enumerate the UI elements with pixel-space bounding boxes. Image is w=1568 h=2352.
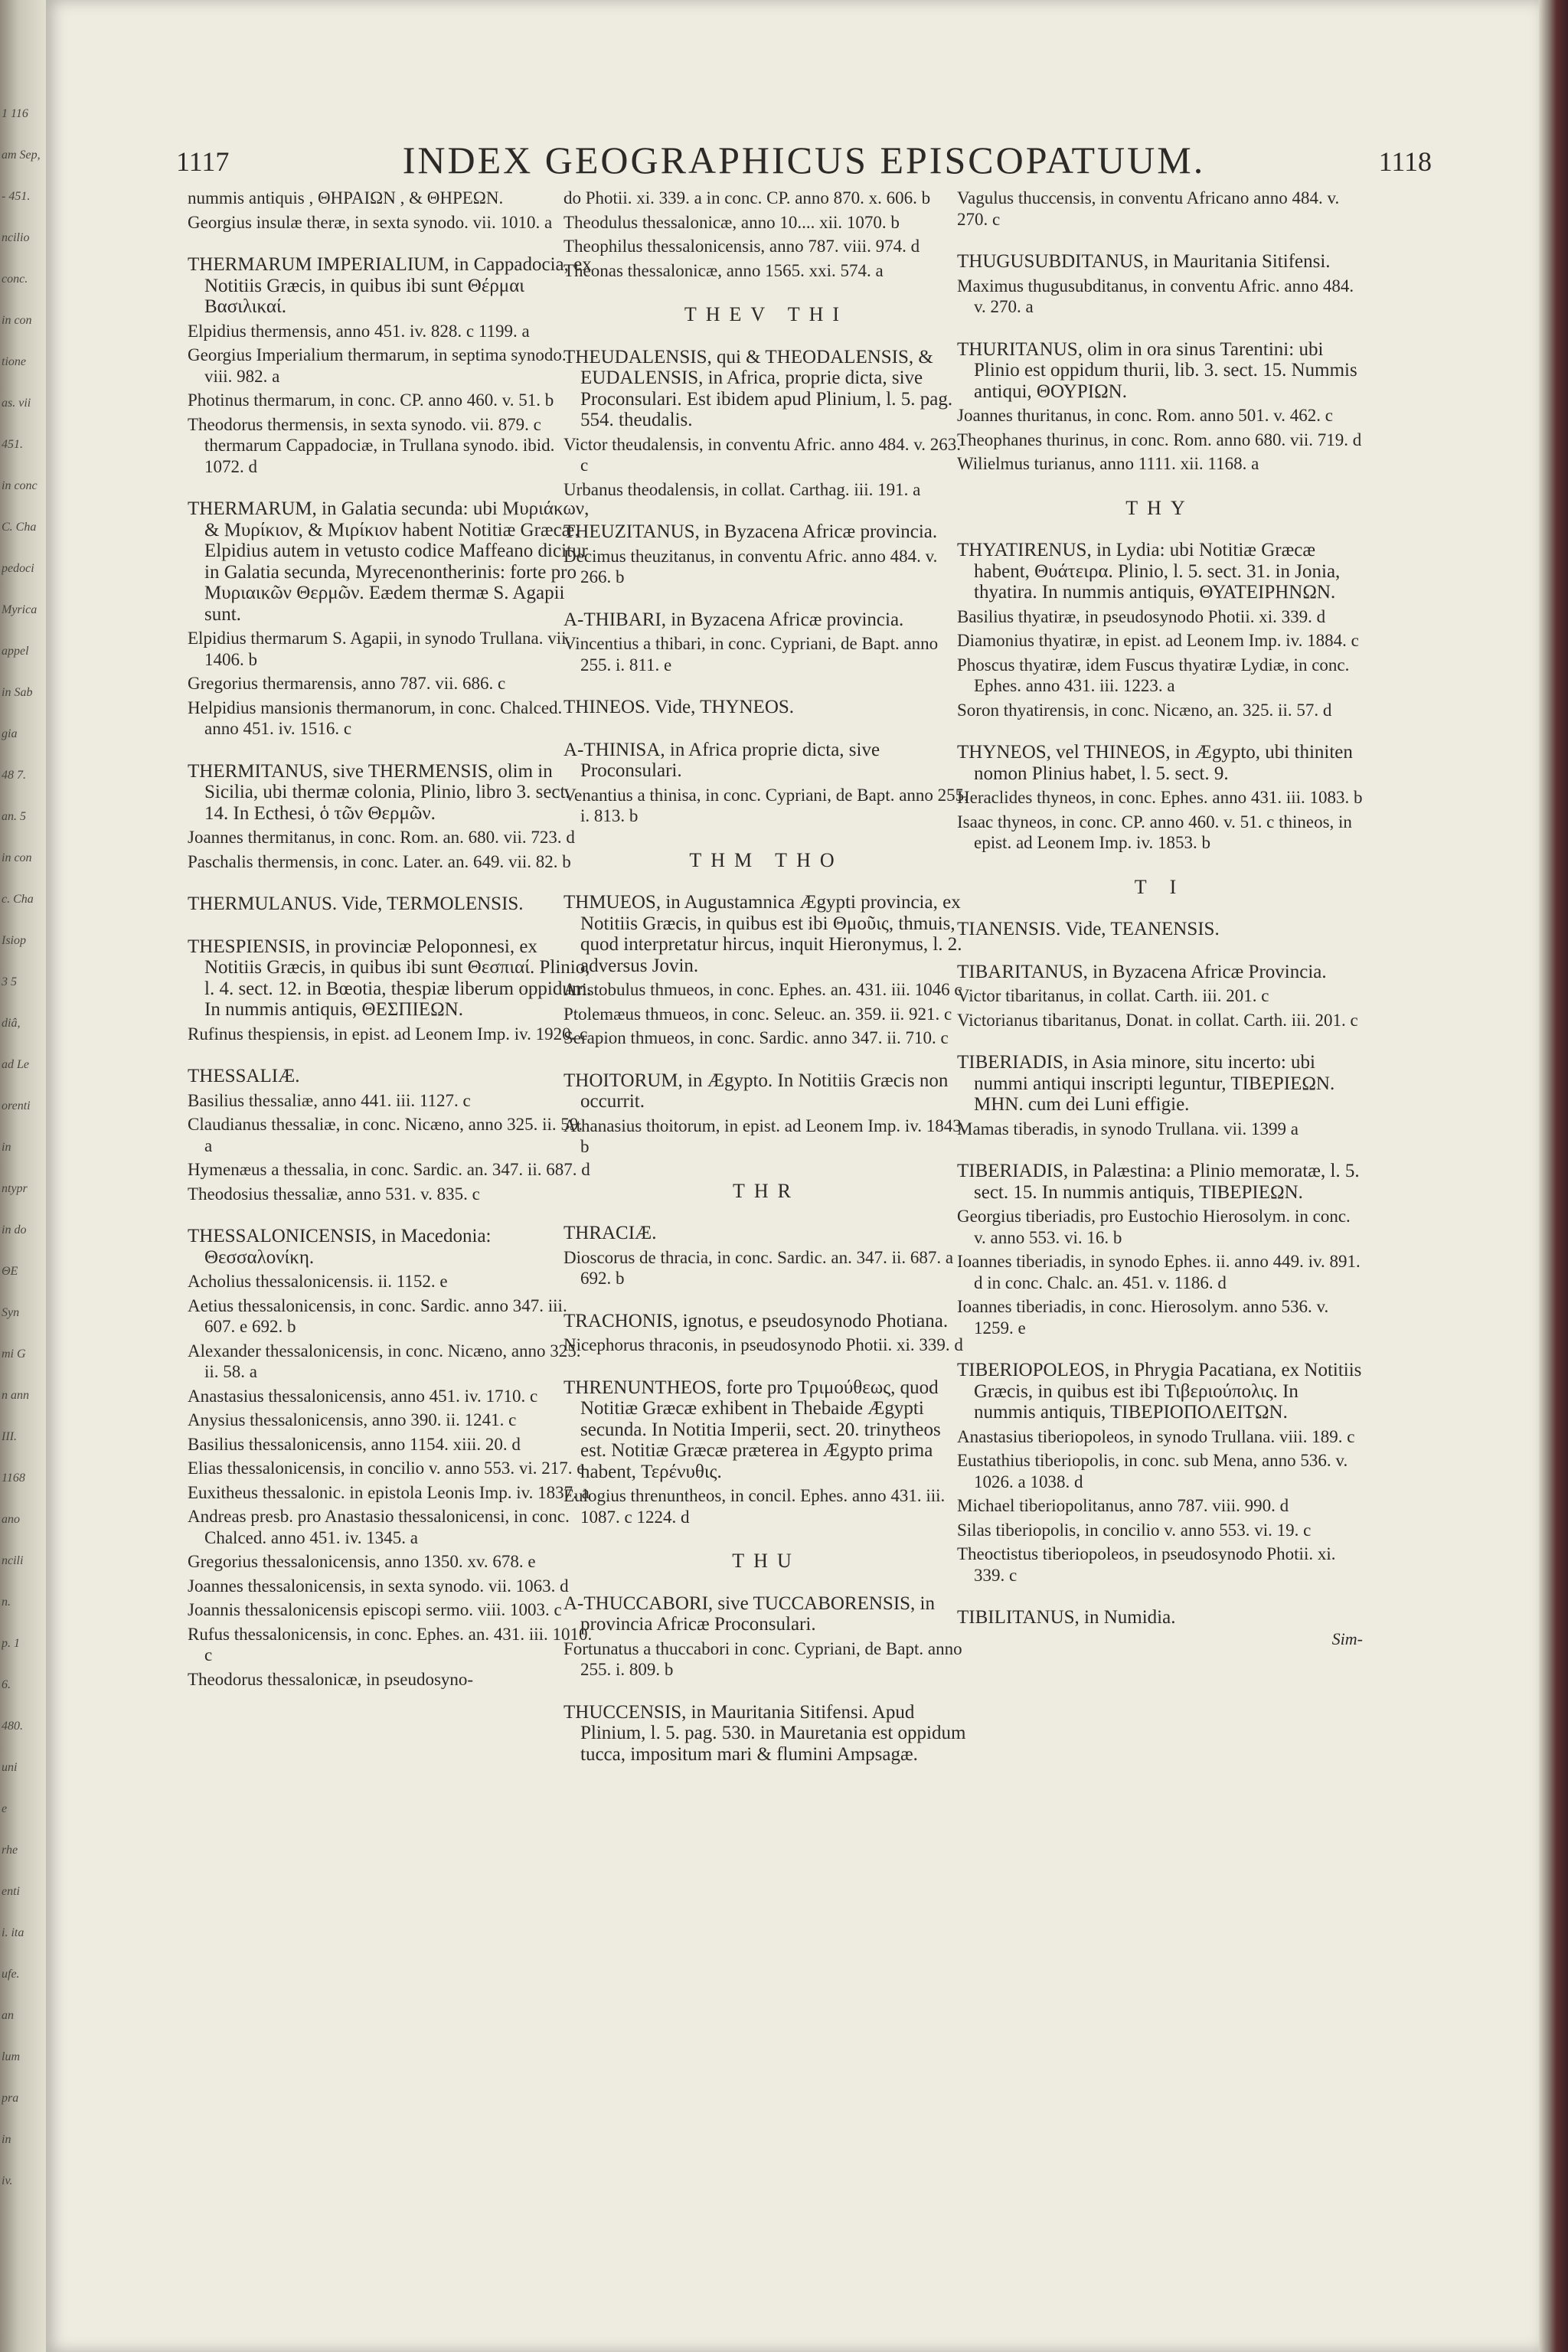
adjacent-page-fragment: pedoci <box>2 562 34 575</box>
index-entry: Georgius tiberiadis, pro Eustochio Hierosolym. in conc. v. anno 553. vi. 16. b <box>957 1207 1351 1247</box>
index-entry: Theodosius thessaliæ, anno 531. v. 835. c <box>188 1184 480 1204</box>
headword-entry: THRACIÆ. <box>564 1223 657 1243</box>
index-entry: Rufus thessalonicensis, in conc. Ephes. an. 431. iii. 1010. c <box>188 1624 593 1664</box>
adjacent-page-fragment: C. Cha <box>2 521 37 534</box>
headword-entry: TRACHONIS, ignotus, e pseudosynodo Photiana. <box>564 1310 949 1331</box>
index-entry: Joannes thuritanus, in conc. Rom. anno 501. v. 462. c <box>957 406 1334 425</box>
index-entry: Victorianus tibaritanus, Donat. in collat. Carth. iii. 201. c <box>957 1010 1358 1030</box>
index-entry: Helpidius mansionis thermanorum, in conc. Chalced. anno 451. iv. 1516. c <box>188 697 563 738</box>
headword-entry: THEUDALENSIS, qui & THEODALENSIS, & EUDALENSIS, in Africa, proprie dicta, sive Proconsulari. Est ibidem apud Plinium, l. 5. pag. 554. theudalis. <box>564 346 953 430</box>
headword-entry: THERMITANUS, sive THERMENSIS, olim in Sicilia, ubi thermæ colonia, Plinio, libro 3. sect. 14. In Ecthesi, ὁ τῶν Θερμῶν. <box>188 760 570 824</box>
index-entry: Theodorus thermensis, in sexta synodo. vii. 879. c thermarum Cappadociæ, in Trullana synodo. ibid. 1072. d <box>188 414 555 476</box>
index-entry: Urbanus theodalensis, in collat. Carthag. iii. 191. a <box>564 479 921 499</box>
adjacent-page-fragment: in <box>2 1141 11 1154</box>
headword-entry: THYNEOS, vel THINEOS, in Ægypto, ubi thiniten nomon Plinius habet, l. 5. sect. 9. <box>957 742 1353 784</box>
index-entry: Decimus theuzitanus, in conventu Afric. anno 484. v. 266. b <box>564 546 938 586</box>
index-entry: Theophilus thessalonicensis, anno 787. viii. 974. d <box>564 237 920 256</box>
headword-entry: THINEOS. Vide, THYNEOS. <box>564 697 795 717</box>
index-entry: Photinus thermarum, in conc. CP. anno 460. v. 51. b <box>188 390 554 410</box>
adjacent-page-fragment: e <box>2 1802 8 1815</box>
index-entry: Elias thessalonicensis, in concilio v. anno 553. vi. 217. e <box>188 1459 585 1478</box>
index-entry: Anastasius tiberiopoleos, in synodo Trullana. viii. 189. c <box>957 1426 1355 1446</box>
page-header <box>176 138 1432 184</box>
headword-entry: THYATIRENUS, in Lydia: ubi Notitiæ Græcæ habent, Θυάτειρα. Plinio, l. 5. sect. 31. in Jonia, thyatira. In nummis antiquis, ΘΥΑΤΕΙΡΗΝΩΝ. <box>957 540 1341 603</box>
section-letters: THM THO <box>689 848 844 871</box>
headword-entry: THRENUNTHEOS, forte pro Τριμούθεως, quod Notitiæ Græcæ exhibent in Thebaide Ægypti secunda. In Notitia Imperii, sect. 20. trinytheos est. Notitiæ Græcæ præterea in Ægypto prima habent, Τερένυθις. <box>564 1377 941 1482</box>
running-title: INDEX GEOGRAPHICUS EPISCOPATUUM. <box>402 139 1206 181</box>
adjacent-page-fragment: Isiop <box>2 934 26 947</box>
section-letters: T I <box>1134 875 1186 898</box>
adjacent-page-fragment: 3 5 <box>2 975 17 988</box>
index-entry: Andreas presb. pro Anastasio thessalonicensi, in conc. Chalced. anno 451. iv. 1345. a <box>188 1507 570 1547</box>
index-entry: Wilielmus turianus, anno 1111. xii. 1168. a <box>957 454 1259 473</box>
index-entry: Acholius thessalonicensis. ii. 1152. e <box>188 1272 448 1291</box>
index-entry: Joannes thessalonicensis, in sexta synodo. vii. 1063. d <box>188 1576 569 1596</box>
book-page <box>46 0 1539 2352</box>
adjacent-page-fragment: ad Le <box>2 1058 29 1071</box>
adjacent-page-fragment: am Sep, <box>2 149 41 162</box>
index-entry: Claudianus thessaliæ, in conc. Nicæno, anno 325. ii. 59. a <box>188 1115 583 1155</box>
headword-entry: TIBARITANUS, in Byzacena Africæ Provincia. <box>957 961 1327 982</box>
continued-entry: Vagulus thuccensis, in conventu Africano anno 484. v. 270. c <box>957 188 1340 229</box>
index-entry: Hymenæus a thessalia, in conc. Sardic. an. 347. ii. 687. d <box>188 1160 590 1179</box>
index-entry: Rufinus thespiensis, in epist. ad Leonem Imp. iv. 1920. c <box>188 1024 588 1044</box>
adjacent-page-fragment: p. 1 <box>2 1637 20 1650</box>
catchword: Sim- <box>1331 1628 1363 1648</box>
adjacent-page-fragment: 480. <box>2 1720 23 1733</box>
index-entry: Joannis thessalonicensis episcopi sermo. viii. 1003. c <box>188 1600 562 1619</box>
page-number-right: 1118 <box>1378 146 1432 177</box>
adjacent-page-fragment: 1168 <box>2 1472 25 1485</box>
headword-entry: THESPIENSIS, in provinciæ Peloponnesi, ex Notitiis Græcis, in quibus ibi sunt Θεσπιαί. Plinio, l. 4. sect. 12. in Bœotia, thespiæ liberum oppidum. In nummis antiquis, ΘΕΣΠΙΕΩΝ. <box>188 936 592 1020</box>
adjacent-page-fragment: in <box>2 2133 11 2146</box>
adjacent-page-fragment: rhe <box>2 1844 18 1857</box>
index-entry: Isaac thyneos, in conc. CP. anno 460. v. 51. c thineos, in epist. ad Leonem Imp. iv. 1853. b <box>957 812 1352 852</box>
adjacent-page-fragment: 1 116 <box>2 107 28 120</box>
index-entry: Dioscorus de thracia, in conc. Sardic. an. 347. ii. 687. a 692. b <box>564 1247 954 1288</box>
index-entry: Heraclides thyneos, in conc. Ephes. anno 431. iii. 1083. b <box>957 788 1363 807</box>
adjacent-page-fragment: in con <box>2 314 32 327</box>
headword-entry: THMUEOS, in Augustamnica Ægypti provincia, ex Notitiis Græcis, in quibus est ibi Θμοῦις, thmuis, quod interpretatur hircus, inquit Hieronymus, l. 2. adversus Jovin. <box>564 892 962 976</box>
index-entry: Serapion thmueos, in conc. Sardic. anno 347. ii. 710. c <box>564 1028 949 1047</box>
adjacent-page-fragment: in con <box>2 851 32 864</box>
adjacent-page-fragment: Myrica <box>2 603 38 616</box>
adjacent-page-fragment: appel <box>2 645 29 658</box>
headword-entry: TIBERIOPOLEOS, in Phrygia Pacatiana, ex Notitiis Græcis, in quibus est ibi Τιβεριούπολις. In nummis antiquis, TIBEPIOΠOΛEITΩN. <box>957 1360 1362 1423</box>
adjacent-page-fragment: lum <box>2 2050 20 2063</box>
index-entry: Victor tibaritanus, in collat. Carth. iii. 201. c <box>957 986 1269 1005</box>
index-entry: Euxitheus thessalonic. in epistola Leonis Imp. iv. 1837. a <box>188 1482 590 1502</box>
adjacent-page-fragment: diâ, <box>2 1017 21 1030</box>
index-entry: Michael tiberiopolitanus, anno 787. viii. 990. d <box>957 1496 1289 1515</box>
adjacent-page-fragment: in do <box>2 1223 27 1236</box>
book-binding-edge <box>1539 0 1568 2352</box>
headword-entry: THESSALONICENSIS, in Macedonia: Θεσσαλονίκη. <box>188 1226 492 1268</box>
index-entry: Ioannes tiberiadis, in synodo Ephes. ii. anno 449. iv. 891. d in conc. Chalc. an. 451. v. 1186. d <box>957 1252 1361 1292</box>
section-letters: THR <box>733 1179 800 1202</box>
index-entry: Theodulus thessalonicæ, anno 10.... xii. 1070. b <box>564 212 900 232</box>
adjacent-page-fragment: gia <box>2 727 18 740</box>
index-entry: Maximus thugusubditanus, in conventu Afric. anno 484. v. 270. a <box>957 276 1354 316</box>
adjacent-page-fragment: - 451. <box>2 190 31 203</box>
index-entry: Diamonius thyatiræ, in epist. ad Leonem Imp. iv. 1884. c <box>957 631 1359 650</box>
headword-entry: TIBERIADIS, in Asia minore, situ incerto: ubi nummi antiqui inscripti leguntur, TIBEPIEΩN. MHN. cum dei Luni effigie. <box>957 1052 1335 1115</box>
headword-entry: A-THUCCABORI, sive TUCCABORENSIS, in provincia Africæ Proconsulari. <box>564 1592 935 1635</box>
adjacent-page-fragment: conc. <box>2 273 28 286</box>
adjacent-page-fragment: ncilio <box>2 231 30 244</box>
adjacent-page-fragment: 6. <box>2 1678 11 1691</box>
headword-entry: A-THINISA, in Africa proprie dicta, sive Proconsulari. <box>564 739 880 781</box>
index-entry: Basilius thessaliæ, anno 441. iii. 1127. c <box>188 1090 471 1110</box>
headword-entry: THERMARUM, in Galatia secunda: ubi Μυριάκων, & Μυρίκιον, & Μιρίκιον habent Notitiæ Græcæ. Elpidius autem in vetusto codice Maffeano dicitur in Galatia secunda, Myrecenontherinis: forte pro Μυριαικῶν Θερμῶν. Eædem thermæ S. Agapii sunt. <box>188 498 590 625</box>
adjacent-page-fragment: n ann <box>2 1389 29 1402</box>
text-column-middle <box>564 188 969 1768</box>
index-entry: Aristobulus thmueos, in conc. Ephes. an. 431. iii. 1046 c <box>564 980 962 999</box>
adjacent-page-fragment: mi G <box>2 1348 26 1361</box>
section-letters: THEV THI <box>684 303 849 325</box>
index-entry: Elpidius thermensis, anno 451. iv. 828. c 1199. a <box>188 321 530 341</box>
index-entry: Eulogius threnuntheos, in concil. Ephes. anno 431. iii. 1087. c 1224. d <box>564 1486 946 1527</box>
headword-entry: THERMARUM IMPERIALIUM, in Cappadocia, ex Notitiis Græcis, in quibus ibi sunt Θέρμαι Βασιλικαί. <box>188 254 592 317</box>
index-entry: Gregorius thessalonicensis, anno 1350. xv. 678. e <box>188 1552 536 1571</box>
adjacent-page-fragment: 48 7. <box>2 769 26 782</box>
index-entry: Soron thyatirensis, in conc. Nicæno, an. 325. ii. 57. d <box>957 700 1332 720</box>
headword-entry: THERMULANUS. Vide, TERMOLENSIS. <box>188 893 524 914</box>
text-column-right <box>957 188 1363 1649</box>
index-entry: Basilius thyatiræ, in pseudosynodo Photii. xi. 339. d <box>957 606 1326 626</box>
adjacent-page-fragment: an. 5 <box>2 810 26 823</box>
index-entry: Alexander thessalonicensis, in conc. Nicæno, anno 325. ii. 58. a <box>188 1341 581 1381</box>
headword-entry: THUCCENSIS, in Mauritania Sitifensi. Apud Plinium, l. 5. pag. 530. in Mauretania est oppidum tucca, impositum mari & flumini Ampsagæ. <box>564 1701 966 1765</box>
index-entry: Georgius Imperialium thermarum, in septima synodo. viii. 982. a <box>188 345 567 386</box>
adjacent-page-fragment: uni <box>2 1761 18 1774</box>
index-entry: Theoctistus tiberiopoleos, in pseudosynodo Photii. xi. 339. c <box>957 1544 1336 1585</box>
adjacent-page-fragment: iv. <box>2 2174 13 2187</box>
adjacent-page-fragment: c. Cha <box>2 893 34 906</box>
index-entry: Victor theudalensis, in conventu Afric. anno 484. v. 263. c <box>564 434 961 475</box>
adjacent-page-fragment: pra <box>2 2092 19 2105</box>
adjacent-page-fragment: in Sab <box>2 686 33 699</box>
adjacent-page-fragment: n. <box>2 1596 11 1609</box>
headword-entry: THUGUSUBDITANUS, in Mauritania Sitifensi. <box>957 251 1331 272</box>
headword-entry: THOITORUM, in Ægypto. In Notitiis Græcis non occurrit. <box>564 1070 949 1112</box>
index-entry: Mamas tiberadis, in synodo Trullana. vii. 1399 a <box>957 1119 1298 1138</box>
adjacent-page-fragment: ano <box>2 1513 20 1526</box>
index-entry: Theonas thessalonicæ, anno 1565. xxi. 574. a <box>564 260 884 280</box>
page-number-left: 1117 <box>176 146 230 177</box>
adjacent-page-fragment: in conc <box>2 479 38 492</box>
adjacent-page-fragment: tione <box>2 355 26 368</box>
index-entry: Nicephorus thraconis, in pseudosynodo Photii. xi. 339. d <box>564 1335 963 1354</box>
adjacent-page-fragment: ΘΕ <box>2 1265 18 1278</box>
adjacent-page-fragment: i. ita <box>2 1926 24 1939</box>
index-entry: Phoscus thyatiræ, idem Fuscus thyatiræ Lydiæ, in conc. Ephes. anno 431. iii. 1223. a <box>957 655 1350 695</box>
index-entry: Venantius a thinisa, in conc. Cypriani, de Bapt. anno 255. i. 813. b <box>564 785 969 825</box>
adjacent-page-fragment: 451. <box>2 438 23 451</box>
index-entry: Vincentius a thibari, in conc. Cypriani, de Bapt. anno 255. i. 811. e <box>564 634 939 675</box>
adjacent-page-fragment: ntypr <box>2 1182 28 1195</box>
index-entry: Eustathius tiberiopolis, in conc. sub Mena, anno 536. v. 1026. a 1038. d <box>957 1451 1348 1491</box>
index-entry: Anastasius thessalonicensis, anno 451. iv. 1710. c <box>188 1386 538 1406</box>
adjacent-page-edge <box>0 0 46 2352</box>
index-entry: Gregorius thermarensis, anno 787. vii. 686. c <box>188 674 506 693</box>
headword-entry: THEUZITANUS, in Byzacena Africæ provincia. <box>564 521 938 542</box>
adjacent-page-fragment: Syn <box>2 1306 20 1319</box>
headword-entry: TIANENSIS. Vide, TEANENSIS. <box>957 919 1220 939</box>
adjacent-page-fragment: orenti <box>2 1099 31 1112</box>
index-entry: Anysius thessalonicensis, anno 390. ii. 1241. c <box>188 1410 517 1429</box>
index-entry: Silas tiberiopolis, in concilio v. anno 553. vi. 19. c <box>957 1520 1312 1540</box>
headword-entry: A-THIBARI, in Byzacena Africæ provincia. <box>564 609 904 630</box>
continued-entry: do Photii. xi. 339. a in conc. CP. anno 870. x. 606. b <box>564 188 931 207</box>
index-entry: Aetius thessalonicensis, in conc. Sardic. anno 347. iii. 607. e 692. b <box>188 1295 567 1336</box>
adjacent-page-fragment: as. vii <box>2 397 31 410</box>
section-letters: THY <box>1125 496 1194 519</box>
index-entry: Joannes thermitanus, in conc. Rom. an. 680. vii. 723. d <box>188 828 575 847</box>
index-entry: Athanasius thoitorum, in epist. ad Leonem Imp. iv. 1843. b <box>564 1116 966 1156</box>
index-entry: Theodorus thessalonicæ, in pseudosyno- <box>188 1669 474 1689</box>
index-entry: Basilius thessalonicensis, anno 1154. xiii. 20. d <box>188 1434 521 1454</box>
index-entry: Georgius insulæ theræ, in sexta synodo. vii. 1010. a <box>188 212 553 232</box>
index-entry: Paschalis thermensis, in conc. Later. an. 649. vii. 82. b <box>188 851 571 871</box>
adjacent-page-fragment: ncili <box>2 1554 24 1567</box>
index-entry: Theophanes thurinus, in conc. Rom. anno 680. vii. 719. d <box>957 430 1362 449</box>
continued-entry: nummis antiquis , ΘΗΡΑΙΩΝ , & ΘΗΡΕΩΝ. <box>188 188 504 207</box>
index-entry: Fortunatus a thuccabori in conc. Cypriani, de Bapt. anno 255. i. 809. b <box>564 1638 962 1679</box>
section-letters: THU <box>732 1550 801 1572</box>
adjacent-page-fragment: an <box>2 2009 14 2022</box>
headword-entry: THURITANUS, olim in ora sinus Tarentini: ubi Plinio est oppidum thurii, lib. 3. sect. 15. Nummis antiqui, ΘΟΥΡΙΩΝ. <box>957 338 1357 402</box>
index-entry: Ioannes tiberiadis, in conc. Hierosolym. anno 536. v. 1259. e <box>957 1297 1329 1338</box>
adjacent-page-fragment: ufe. <box>2 1968 20 1981</box>
text-column-left <box>188 188 593 1693</box>
headword-entry: TIBILITANUS, in Numidia. <box>957 1607 1176 1628</box>
adjacent-page-fragment: enti <box>2 1885 20 1898</box>
index-entry: Ptolemæus thmueos, in conc. Seleuc. an. 359. ii. 921. c <box>564 1004 952 1024</box>
headword-entry: TIBERIADIS, in Palæstina: a Plinio memoratæ, l. 5. sect. 15. In nummis antiquis, TIBEPIEΩN. <box>957 1161 1360 1203</box>
index-entry: Elpidius thermarum S. Agapii, in synodo Trullana. vii. 1406. b <box>188 629 571 669</box>
adjacent-page-fragment: III. <box>2 1430 17 1443</box>
headword-entry: THESSALIÆ. <box>188 1066 300 1086</box>
